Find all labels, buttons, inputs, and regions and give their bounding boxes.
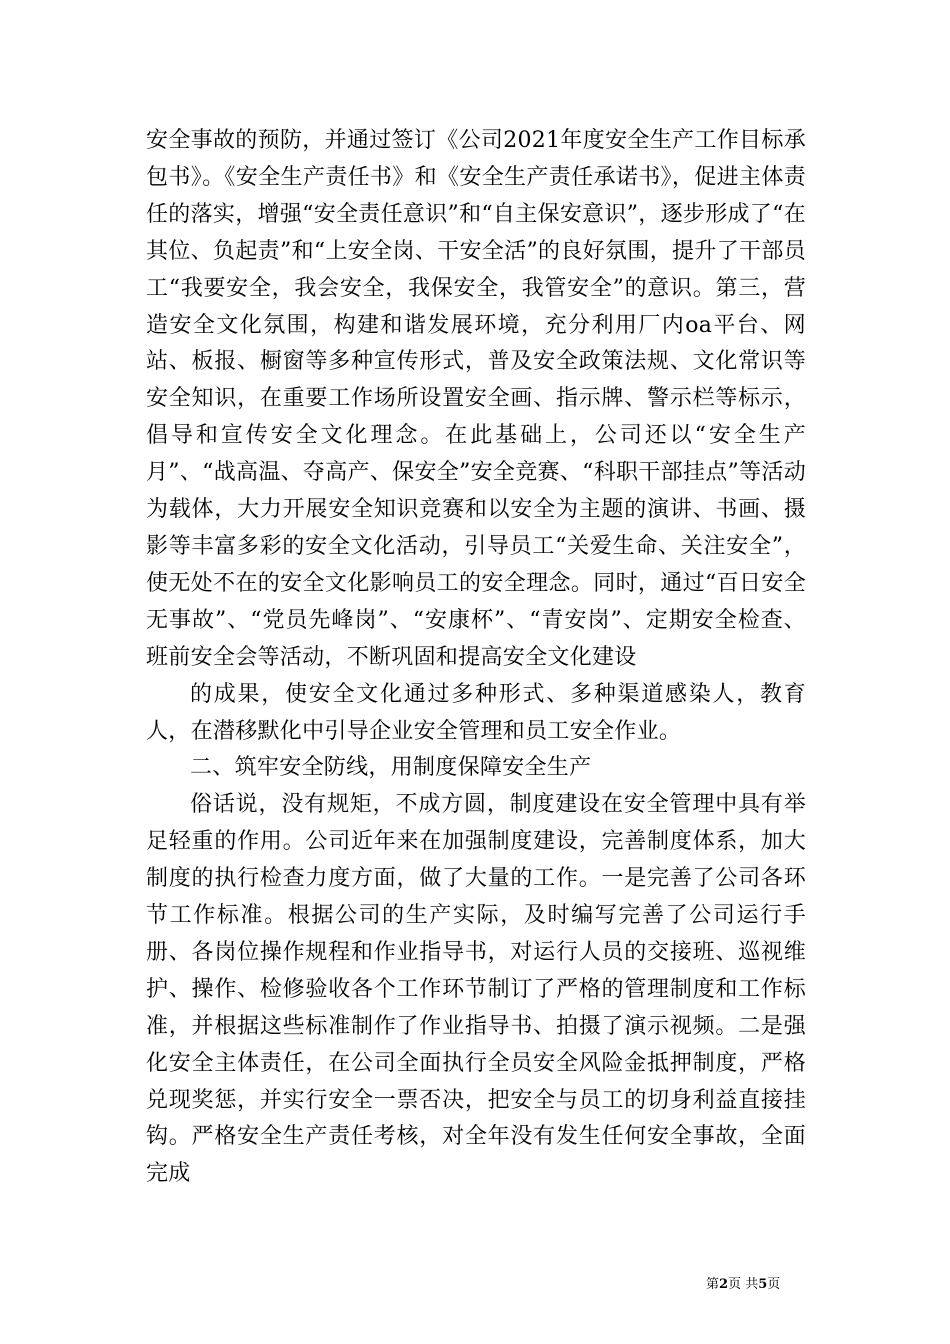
footer-prefix: 第 [706, 1277, 720, 1292]
footer-current-page: 2 [719, 1277, 729, 1292]
footer-total-pages: 5 [758, 1277, 768, 1292]
footer-suffix: 页 [767, 1277, 781, 1292]
body-text [146, 123, 806, 1193]
section-heading: 二、筑牢安全防线，用制度保障安全生产 [190, 755, 592, 781]
paragraph-system-building: 俗话说，没有规矩，不成方圆，制度建设在安全管理中具有举足轻重的作用。公司近年来在加强制度建设，完善制度体系，加大制度的执行检查力度方面，做了大量的工作。一是完善了公司各环节工作标准。根据公司的生产实际，及时编写完善了公司运行手册、各岗位操作规程和作业指导书，对运行人员的交接班、巡视维护、操作、检修验收各个工作环节制订了严格的管理制度和工作标准，并根据这些标准制作了作业指导书、拍摄了演示视频。二是强化安全主体责任，在公司全面执行全员安全风险金抵押制度，严格兑现奖惩，并实行安全一票否决，把安全与员工的切身利益直接挂钩。严格安全生产责任考核，对全年没有发生任何安全事故，全面完成 [146, 792, 806, 1187]
footer-middle: 页 共 [728, 1277, 759, 1292]
page-number-footer [706, 1276, 816, 1294]
paragraph-outcome: 的成果，使安全文化通过多种形式、多种渠道感染人，教育人，在潜移默化中引导企业安全管理和员工安全作业。 [146, 681, 806, 744]
paragraph-continued: 安全事故的预防，并通过签订《公司2021年度安全生产工作目标承包书》。《安全生产责任书》和《安全生产责任承诺书》，促进主体责任的落实，增强“安全责任意识”和“自主保安意识”，逐步形成了“在其位、负起责”和“上安全岗、干安全活”的良好氛围，提升了干部员工“我要安全，我会安全，我保安全，我管安全”的意识。第三，营造安全文化氛围，构建和谐发展环境，充分利用厂内oa平台、网站、板报、橱窗等多种宣传形式，普及安全政策法规、文化常识等安全知识，在重要工作场所设置安全画、指示牌、警示栏等标示，倡导和宣传安全文化理念。在此基础上，公司还以“安全生产月”、“战高温、夺高产、保安全”安全竞赛、“科职干部挂点”等活动为载体，大力开展安全知识竞赛和以安全为主题的演讲、书画、摄影等丰富多彩的安全文化活动，引导员工“关爱生命、关注安全”，使无处不在的安全文化影响员工的安全理念。同时，通过“百日安全无事故”、“党员先峰岗”、“安康杯”、“青安岗”、定期安全检查、班前安全会等活动，不断巩固和提高安全文化建设 [146, 128, 806, 670]
